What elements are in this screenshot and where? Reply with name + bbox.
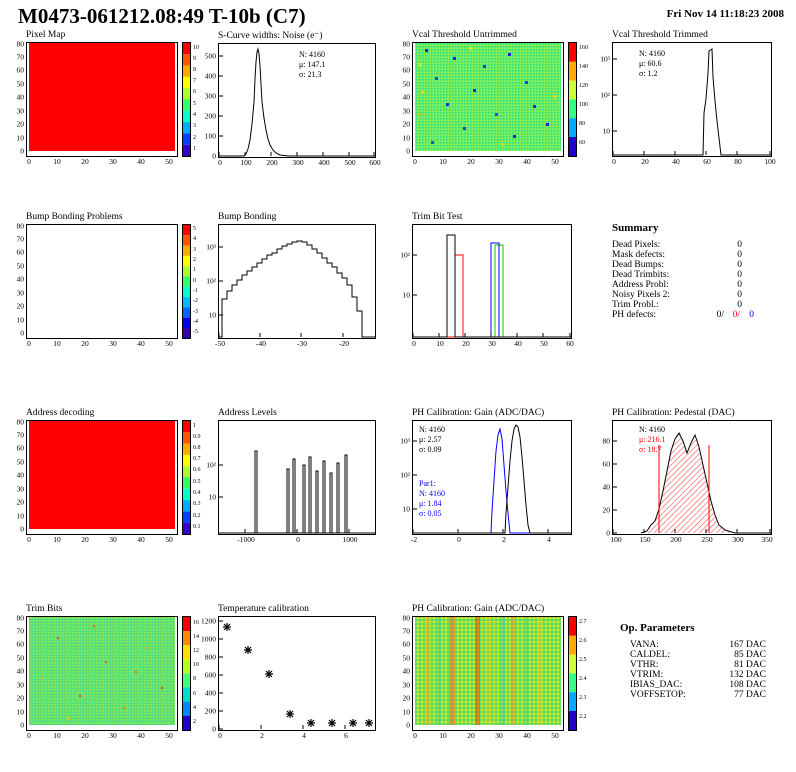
- panel-pixel-map: Pixel Map 0 10 20 30 40 50 60 70 80 0 10 20 30 40 50 10 9 8 7 6 5 4 3 2 1: [26, 30, 178, 157]
- summary-value: 0: [737, 260, 742, 270]
- op-parameter-row: [630, 680, 766, 690]
- y-axis-bb-problems: 0 10 20 30 40 50 60 70 80: [16, 221, 24, 338]
- op-parameter-label: VTHR:: [630, 660, 659, 670]
- summary-value: 0: [737, 250, 742, 260]
- op-parameter-value: 81 DAC: [734, 660, 766, 670]
- op-parameter-value: 108 DAC: [729, 680, 766, 690]
- summary-label: Dead Bumps:: [612, 260, 664, 270]
- y-axis-ph-pedestal: 0 20 40 60 80: [602, 436, 610, 538]
- summary-row-ph-defects: [612, 310, 754, 320]
- chart-title-ph-gain-map: PH Calibration: Gain (ADC/DAC): [412, 604, 545, 614]
- op-parameter-row: [630, 690, 766, 700]
- op-parameter-value: 167 DAC: [729, 640, 766, 650]
- op-parameters-title: Op. Parameters: [620, 622, 695, 634]
- summary-label: Trim Probl.:: [612, 300, 659, 310]
- summary-label: Mask defects:: [612, 250, 666, 260]
- summary-value: 0: [737, 290, 742, 300]
- summary-label: Dead Pixels:: [612, 240, 661, 250]
- color-palette-address-decoding: [182, 420, 191, 535]
- x-axis-pixel-map: 0 10 20 30 40 50: [27, 157, 173, 166]
- y-axis-address-levels: 10 10²: [206, 460, 216, 502]
- panel-trim-bits: Trim Bits 0 10 20 30 40 50 60 70 80 0 10 20 30 40 50 16 14 12 10 8 6 4 2: [26, 604, 178, 731]
- y-axis-trim-bit-test: 10 10²: [400, 250, 410, 300]
- ph-defects-value-3: 0: [749, 310, 754, 320]
- color-palette-bb-problems: [182, 224, 191, 339]
- panel-address-levels: [206, 408, 376, 544]
- summary-title: Summary: [612, 222, 659, 234]
- chart-title-address-decoding: Address decoding: [26, 408, 95, 418]
- stats-ph-gain-hist: N: 4160 μ: 2.57 σ: 0.09: [419, 425, 445, 454]
- summary-row: [612, 250, 754, 260]
- summary-label: Address Probl:: [612, 280, 669, 290]
- stats2-ph-gain-hist: Par1: N: 4160 μ: 1.84 σ: 0.05: [419, 479, 445, 518]
- summary-row: [612, 240, 754, 250]
- x-axis-address-levels: -1000 0 1000: [237, 535, 358, 544]
- op-parameter-row: [630, 640, 766, 650]
- op-parameter-row: [630, 670, 766, 680]
- chart-title-trim-bits: Trim Bits: [26, 604, 63, 614]
- y-axis-ph-gain-hist: 10 10² 10³: [400, 436, 410, 514]
- plot-ph-pedestal: [602, 420, 773, 544]
- x-axis-ph-gain-map: 0 10 20 30 40 50: [413, 731, 559, 740]
- op-parameter-label: CALDEL:: [630, 650, 671, 660]
- summary-row: [612, 300, 754, 310]
- panel-bump-bonding-problems: Bump Bonding Problems 0 10 20 30 40 50 60 70 80 0 10 20 30 40 50 5 4 3 2 1 0 -1 -2 -3 -4 -5: [26, 212, 178, 339]
- plot-trim-bit-test: [400, 224, 574, 348]
- plot-bump-bonding: [206, 224, 376, 348]
- summary-value: 0: [737, 280, 742, 290]
- chart-title-temperature-calibration: Temperature calibration: [218, 604, 309, 614]
- summary-row: [612, 270, 754, 280]
- stats-ph-pedestal: N: 4160 μ: 216.1 σ: 18.7: [639, 425, 666, 454]
- x-axis-temperature-calibration: 0 2 4 6: [218, 731, 348, 740]
- plot-vcal-untrimmed: [402, 39, 564, 166]
- plot-scurve-widths: [204, 43, 381, 167]
- chart-title-bb-problems: Bump Bonding Problems: [26, 212, 123, 222]
- summary-row: [612, 260, 754, 270]
- op-parameter-label: IBIAS_DAC:: [630, 680, 683, 690]
- y-axis-ph-gain-map: 0 10 20 30 40 50 60 70 80: [402, 613, 410, 730]
- summary-label: Noisy Pixels 2:: [612, 290, 671, 300]
- panel-vcal-threshold-untrimmed: Vcal Threshold Untrimmed 0 10 20 30 40 50 60 70 80 0 10 20 30 40 50 160 140 120 100 80 60: [412, 30, 564, 157]
- plot-ph-gain-hist: [400, 420, 572, 544]
- chart-title-vcal-trimmed: Vcal Threshold Trimmed: [612, 30, 708, 40]
- timestamp: Fri Nov 14 11:18:23 2008: [666, 8, 784, 20]
- plot-pixel-map: [16, 39, 178, 166]
- panel-address-decoding: Address decoding 0 10 20 30 40 50 60 70 80 0 10 20 30 40 50 1 0.9 0.8 0.7 0.6 0.5 0.4 0.3 0.2 0.1: [26, 408, 178, 535]
- panel-op-parameters: [620, 622, 766, 700]
- op-parameter-row: [630, 660, 766, 670]
- plot-trim-bits: [16, 613, 178, 740]
- x-axis-trim-bits: 0 10 20 30 40 50: [27, 731, 173, 740]
- color-palette-vcal-untrimmed: [568, 42, 577, 157]
- panel-ph-pedestal: [602, 408, 773, 544]
- chart-title-address-levels: Address Levels: [218, 408, 277, 418]
- x-axis-scurve-widths: 0 100 200 300 400 500 600: [218, 158, 381, 167]
- x-axis-ph-pedestal: 100 150 200 250 300 350: [610, 535, 773, 544]
- panel-temperature-calibration: [201, 604, 376, 740]
- plot-bb-problems: [16, 221, 178, 348]
- summary-value: 0: [737, 300, 742, 310]
- y-axis-address-decoding: 0 10 20 30 40 50 60 70 80: [16, 417, 24, 534]
- chart-title-pixel-map: Pixel Map: [26, 30, 66, 40]
- y-axis-bump-bonding: 10 10² 10³: [206, 242, 216, 320]
- op-parameter-value: 77 DAC: [734, 690, 766, 700]
- y-axis-vcal-untrimmed: 0 10 20 30 40 50 60 70 80: [402, 39, 410, 156]
- plot-address-decoding: [16, 417, 178, 544]
- chart-title-ph-gain-hist: PH Calibration: Gain (ADC/DAC): [412, 408, 545, 418]
- op-parameter-label: VOFFSETOP:: [630, 690, 686, 700]
- x-axis-ph-gain-hist: -2 0 2 4: [410, 535, 551, 544]
- ph-defects-value-2: 0/: [732, 310, 740, 320]
- panel-trim-bit-test: [400, 212, 574, 348]
- color-palette-pixel-map: [182, 42, 191, 157]
- chart-title-ph-pedestal: PH Calibration: Pedestal (DAC): [612, 408, 735, 418]
- chart-title-scurve-widths: S-Curve widths: Noise (e⁻): [218, 31, 323, 41]
- x-axis-address-decoding: 0 10 20 30 40 50: [27, 535, 173, 544]
- panel-scurve-widths: [204, 30, 381, 167]
- plot-vcal-trimmed: [600, 42, 776, 166]
- y-axis-trim-bits: 0 10 20 30 40 50 60 70 80: [16, 613, 24, 730]
- x-axis-bump-bonding: -50 -40 -30 -20: [215, 339, 349, 348]
- color-palette-trim-bits: [182, 616, 191, 731]
- page-title: M0473-061212.08:49 T-10b (C7): [18, 4, 306, 28]
- summary-row: [612, 290, 754, 300]
- plot-address-levels: [206, 420, 376, 544]
- panel-ph-gain-hist: [400, 408, 572, 544]
- chart-title-bump-bonding: Bump Bonding: [218, 212, 277, 222]
- plot-ph-gain-map: [402, 613, 564, 740]
- x-axis-trim-bit-test: 0 10 20 30 40 50 60: [412, 339, 574, 348]
- panel-summary: [612, 222, 754, 320]
- op-parameter-value: 132 DAC: [729, 670, 766, 680]
- color-palette-ph-gain-map: [568, 616, 577, 731]
- op-parameter-value: 85 DAC: [734, 650, 766, 660]
- summary-value: 0: [737, 270, 742, 280]
- ph-defects-label: PH defects:: [612, 310, 657, 320]
- y-axis-scurve-widths: 0 100 200 300 400 500: [204, 51, 216, 161]
- stats-vcal-trimmed: N: 4160 μ: 60.6 σ: 1.2: [639, 49, 665, 78]
- y-axis-temperature-calibration: 0 200 400 600 800 1000 1200: [201, 616, 216, 734]
- plot-temperature-calibration: [201, 616, 376, 740]
- y-axis-vcal-trimmed: 10 10² 10³: [600, 54, 610, 136]
- summary-row: [612, 280, 754, 290]
- x-axis-bb-problems: 0 10 20 30 40 50: [27, 339, 173, 348]
- summary-value: 0: [737, 240, 742, 250]
- op-parameter-row: [630, 650, 766, 660]
- chart-title-vcal-untrimmed: Vcal Threshold Untrimmed: [412, 30, 517, 40]
- panel-vcal-threshold-trimmed: [600, 30, 776, 166]
- summary-label: Dead Trimbits:: [612, 270, 670, 280]
- stats-scurve-widths: N: 4160 μ: 147.1 σ: 21.3: [299, 50, 326, 79]
- panel-bump-bonding: [206, 212, 376, 348]
- x-axis-vcal-untrimmed: 0 10 20 30 40 50: [413, 157, 559, 166]
- panel-ph-gain-map: PH Calibration: Gain (ADC/DAC) 0 10 20 30 40 50 60 70 80 0 10 20 30 40 50 2.7 2.6 2.5 2.4 2.3 2.2: [412, 604, 564, 731]
- chart-title-trim-bit-test: Trim Bit Test: [412, 212, 463, 222]
- op-parameter-label: VTRIM:: [630, 670, 664, 680]
- ph-defects-value-1: 0/: [716, 310, 724, 320]
- op-parameter-label: VANA:: [630, 640, 659, 650]
- y-axis-pixel-map: 0 10 20 30 40 50 60 70 80: [16, 39, 24, 156]
- x-axis-vcal-trimmed: 0 20 40 60 80 100: [612, 157, 776, 166]
